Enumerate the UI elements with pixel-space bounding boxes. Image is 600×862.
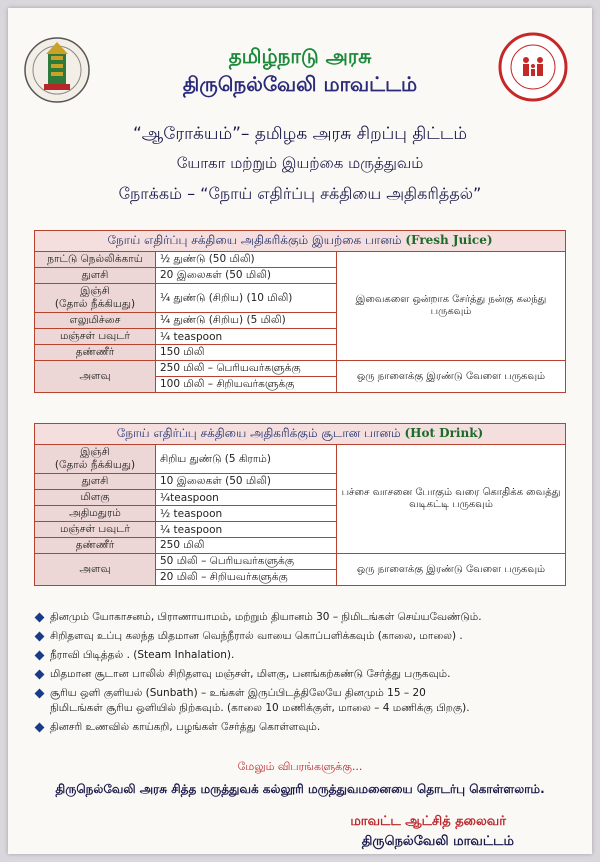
table-row: 100 மிலி – சிறியவர்களுக்கு	[35, 377, 566, 393]
scheme-title: “ஆரோக்யம்”– தமிழக அரசு சிறப்பு திட்டம்	[132, 124, 468, 144]
collector-district: திருநெல்வேலி மாவட்டம்	[361, 834, 514, 849]
hot-drink-heading: நோய் எதிர்ப்பு சக்தியை அதிகரிக்கும் சூடான பானம் (Hot Drink)	[35, 424, 566, 445]
list-item: சூரிய ஒளி குளியல் (Sunbath) – உங்கள் இருப்பிடத்திலேயே தினமும் 15 – 20 நிமிடங்கள் சூரிய ஒளியில் நிற்கவும். (காலை 10 மணிக்குள், மாலை – 4 மணிக்கு பிறகு).	[34, 686, 574, 716]
hot-drink-method: பச்சை வாசனை போகும் வரை கொதிக்க வைத்து வடிகட்டி பருகவும்	[337, 445, 566, 554]
district-title: திருநெல்வேலி மாவட்டம்	[182, 72, 418, 96]
hot-drink-frequency: ஒரு நாளைக்கு இரண்டு வேளை பருகவும்	[337, 554, 566, 586]
table-row: தண்ணீர் 250 மிலி	[35, 538, 566, 554]
list-item: தினமும் யோகாசனம், பிராணாயாமம், மற்றும் தியானம் 30 – நிமிடங்கள் செய்யவேண்டும்.	[34, 610, 574, 625]
table-row: அளவு 50 மிலி – பெரியவர்களுக்கு ஒரு நாளைக்கு இரண்டு வேளை பருகவும்	[35, 554, 566, 570]
list-item: நீராவி பிடித்தல் . (Steam Inhalation).	[34, 648, 574, 663]
table-row: துளசி 10 இலைகள் (50 மிலி)	[35, 474, 566, 490]
poster	[8, 8, 592, 854]
subtitle-yoga: யோகா மற்றும் இயற்கை மருத்துவம்	[176, 154, 424, 172]
bullet-icon	[35, 689, 45, 699]
fresh-juice-table	[34, 230, 566, 393]
list-item: சிறிதளவு உப்பு கலந்த மிதமான வெந்நீரால் வாயை கொப்பளிக்கவும் (காலை, மாலை) .	[34, 629, 574, 644]
table-row: நாட்டு நெல்லிக்காய் ½ துண்டு (50 மிலி) இவைகளை ஒன்றாக சேர்த்து நன்கு கலந்து பருகவும்	[35, 252, 566, 268]
table-row: மஞ்சள் பவுடர் ¼ teaspoon	[35, 329, 566, 345]
advice-list	[34, 606, 574, 739]
fresh-juice-heading: நோய் எதிர்ப்பு சக்தியை அதிகரிக்கும் இயற்கை பானம் (Fresh Juice)	[35, 231, 566, 252]
bullet-icon	[35, 613, 45, 623]
bullet-icon	[35, 670, 45, 680]
table-row: துளசி 20 இலைகள் (50 மிலி)	[35, 268, 566, 284]
bullet-icon	[35, 632, 45, 642]
contact-text: திருநெல்வேலி அரசு சித்த மருத்துவக் கல்லூரி மருத்துவமனையை தொடர்பு கொள்ளலாம்.	[55, 782, 545, 796]
collector-title: மாவட்ட ஆட்சித் தலைவர்	[350, 814, 506, 829]
government-title: தமிழ்நாடு அரசு	[228, 44, 372, 68]
table-row: மஞ்சள் பவுடர் ¼ teaspoon	[35, 522, 566, 538]
juice-method: இவைகளை ஒன்றாக சேர்த்து நன்கு கலந்து பருகவும்	[337, 252, 566, 361]
table-row: மிளகு ¼teaspoon	[35, 490, 566, 506]
juice-frequency: ஒரு நாளைக்கு இரண்டு வேளை பருகவும்	[337, 361, 566, 393]
table-row: இஞ்சி (தோல் நீக்கியது) ¼ துண்டு (சிறிய) (10 மிலி)	[35, 284, 566, 313]
hot-drink-table	[34, 423, 566, 586]
bullet-icon	[35, 651, 45, 661]
bullet-icon	[35, 723, 45, 733]
list-item: தினசரி உணவில் காய்கறி, பழங்கள் சேர்த்து கொள்ளவும்.	[34, 720, 574, 735]
subtitle-objective: நோக்கம் – “நோய் எதிர்ப்பு சக்தியை அதிகரித்தல்”	[118, 184, 482, 203]
table-row: இஞ்சி (தோல் நீக்கியது) சிறிய துண்டு (5 கிராம்) பச்சை வாசனை போகும் வரை கொதிக்க வைத்து வடிகட்டி பருகவும்	[35, 445, 566, 474]
more-info-label: மேலும் விபரங்களுக்கு...	[237, 760, 363, 773]
table-row: 20 மிலி – சிறியவர்களுக்கு	[35, 570, 566, 586]
table-row: அதிமதுரம் ½ teaspoon	[35, 506, 566, 522]
table-row: எலுமிச்சை ¼ துண்டு (சிறிய) (5 மிலி)	[35, 313, 566, 329]
list-item: மிதமான சூடான பாலில் சிறிதளவு மஞ்சள், மிளகு, பனங்கற்கண்டு சேர்த்து பருகவும்.	[34, 667, 574, 682]
table-row: அளவு 250 மிலி – பெரியவர்களுக்கு ஒரு நாளைக்கு இரண்டு வேளை பருகவும்	[35, 361, 566, 377]
table-row: தண்ணீர் 150 மிலி	[35, 345, 566, 361]
